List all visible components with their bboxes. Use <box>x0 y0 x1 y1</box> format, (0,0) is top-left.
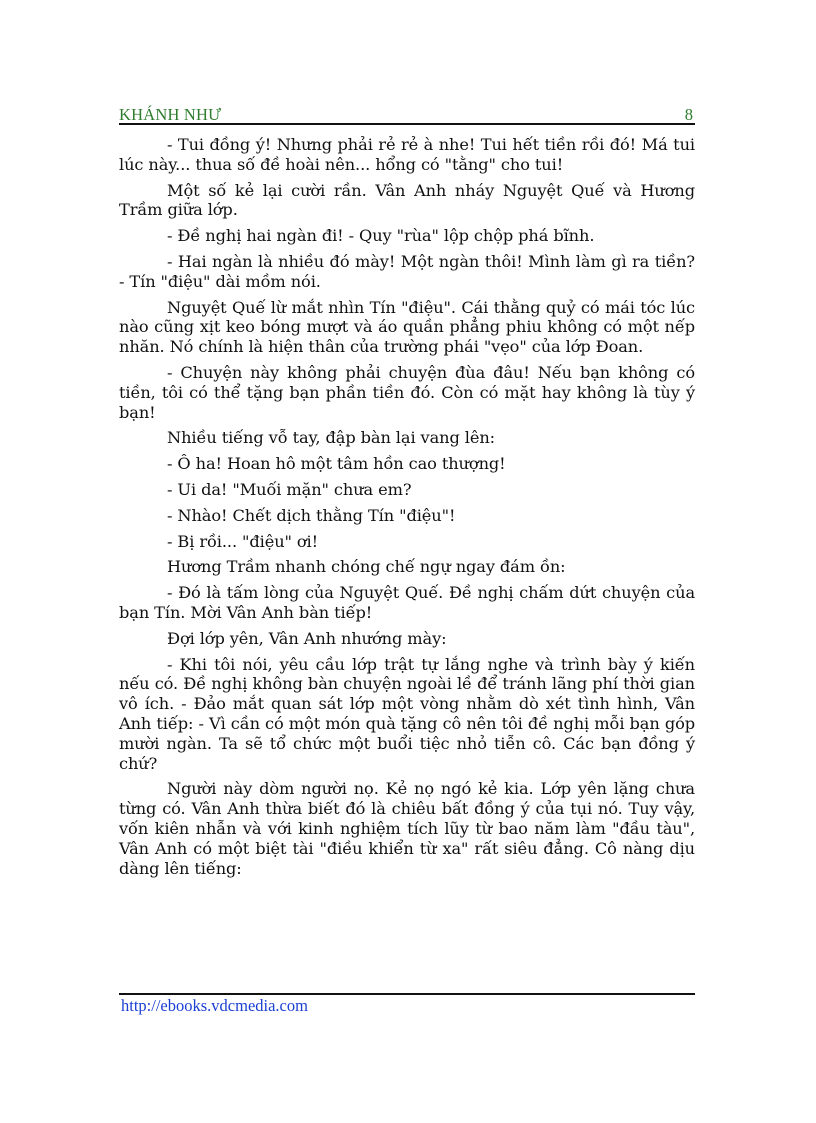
paragraph: - Bị rồi... "điệu" ơi! <box>167 531 319 551</box>
paragraph: Nhiều tiếng vỗ tay, đập bàn lại vang lên: <box>167 428 496 448</box>
header-page-number: 8 <box>684 105 693 124</box>
paragraph: - Hai ngàn là nhiều đó mày! Một ngàn thôi! Mình làm gì ra tiền? - Tín "điệu" dài mồm nói. <box>119 251 695 291</box>
header-author: KHÁNH NHƯ <box>119 105 222 124</box>
paragraph: - Tui đồng ý! Nhưng phải rẻ rẻ à nhe! Tui hết tiền rồi đó! Má tui lúc này... thua số đề hoài nên... hổng có "tằng" cho tui! <box>119 135 695 174</box>
page-body <box>119 135 695 884</box>
paragraph: - Đó là tấm lòng của Nguyệt Quế. Đề nghị chấm dứt chuyện của bạn Tín. Mời Vân Anh bàn tiếp! <box>119 583 695 622</box>
paragraph: - Ui da! "Muối mặn" chưa em? <box>167 479 412 499</box>
paragraph: - Khi tôi nói, yêu cầu lớp trật tự lắng nghe và trình bày ý kiến nếu có. Đề nghị không bàn chuyện ngoài lề để tránh lãng phí thời gian vô ích. - Đảo mắt quan sát lớp một vòng nhằm dò xét tình hình, Vân Anh tiếp: - Vì cần có một món quà tặng cô nên tôi đề nghị mỗi bạn góp mười ngàn. Ta sẽ tổ chức một buổi tiệc nhỏ tiễn cô. Các bạn đồng ý chứ? <box>119 654 695 773</box>
paragraph: - Chuyện này không phải chuyện đùa đâu! Nếu bạn không có tiền, tôi có thể tặng bạn phần tiền đó. Còn có mặt hay không là tùy ý bạn! <box>119 362 695 422</box>
paragraph: Nguyệt Quế lừ mắt nhìn Tín "điệu". Cái thằng quỷ có mái tóc lúc nào cũng xịt keo bóng mượt và áo quần phẳng phiu không có một nếp nhăn. Nó chính là hiện thân của trường phái "vẹo" của lớp Đoan. <box>119 297 695 357</box>
paragraph: Người này dòm người nọ. Kẻ nọ ngó kẻ kia. Lớp yên lặng chưa từng có. Vân Anh thừa biết đó là chiêu bất đồng ý của tụi nó. Tuy vậy, vốn kiên nhẫn và với kinh nghiệm tích lũy từ bao năm làm "đầu tàu", Vân Anh có một biệt tài "điều khiển từ xa" rất siêu đẳng. Cô nàng dịu dàng lên tiếng: <box>119 779 695 878</box>
paragraph: - Đề nghị hai ngàn đi! - Quy "rùa" lộp chộp phá bĩnh. <box>167 226 595 246</box>
footer-url-link[interactable]: http://ebooks.vdcmedia.com <box>121 996 308 1015</box>
paragraph: Đợi lớp yên, Vân Anh nhướng mày: <box>167 628 447 648</box>
paragraph: - Nhào! Chết dịch thằng Tín "điệu"! <box>167 505 456 525</box>
paragraph: Một số kẻ lại cười rần. Vân Anh nháy Nguyệt Quế và Hương Trầm giữa lớp. <box>119 180 695 220</box>
paragraph: - Ô ha! Hoan hô một tâm hồn cao thượng! <box>167 454 506 474</box>
page-header <box>119 101 695 125</box>
paragraph: Hương Trầm nhanh chóng chế ngự ngay đám ồn: <box>167 557 566 577</box>
footer-divider <box>119 993 695 995</box>
